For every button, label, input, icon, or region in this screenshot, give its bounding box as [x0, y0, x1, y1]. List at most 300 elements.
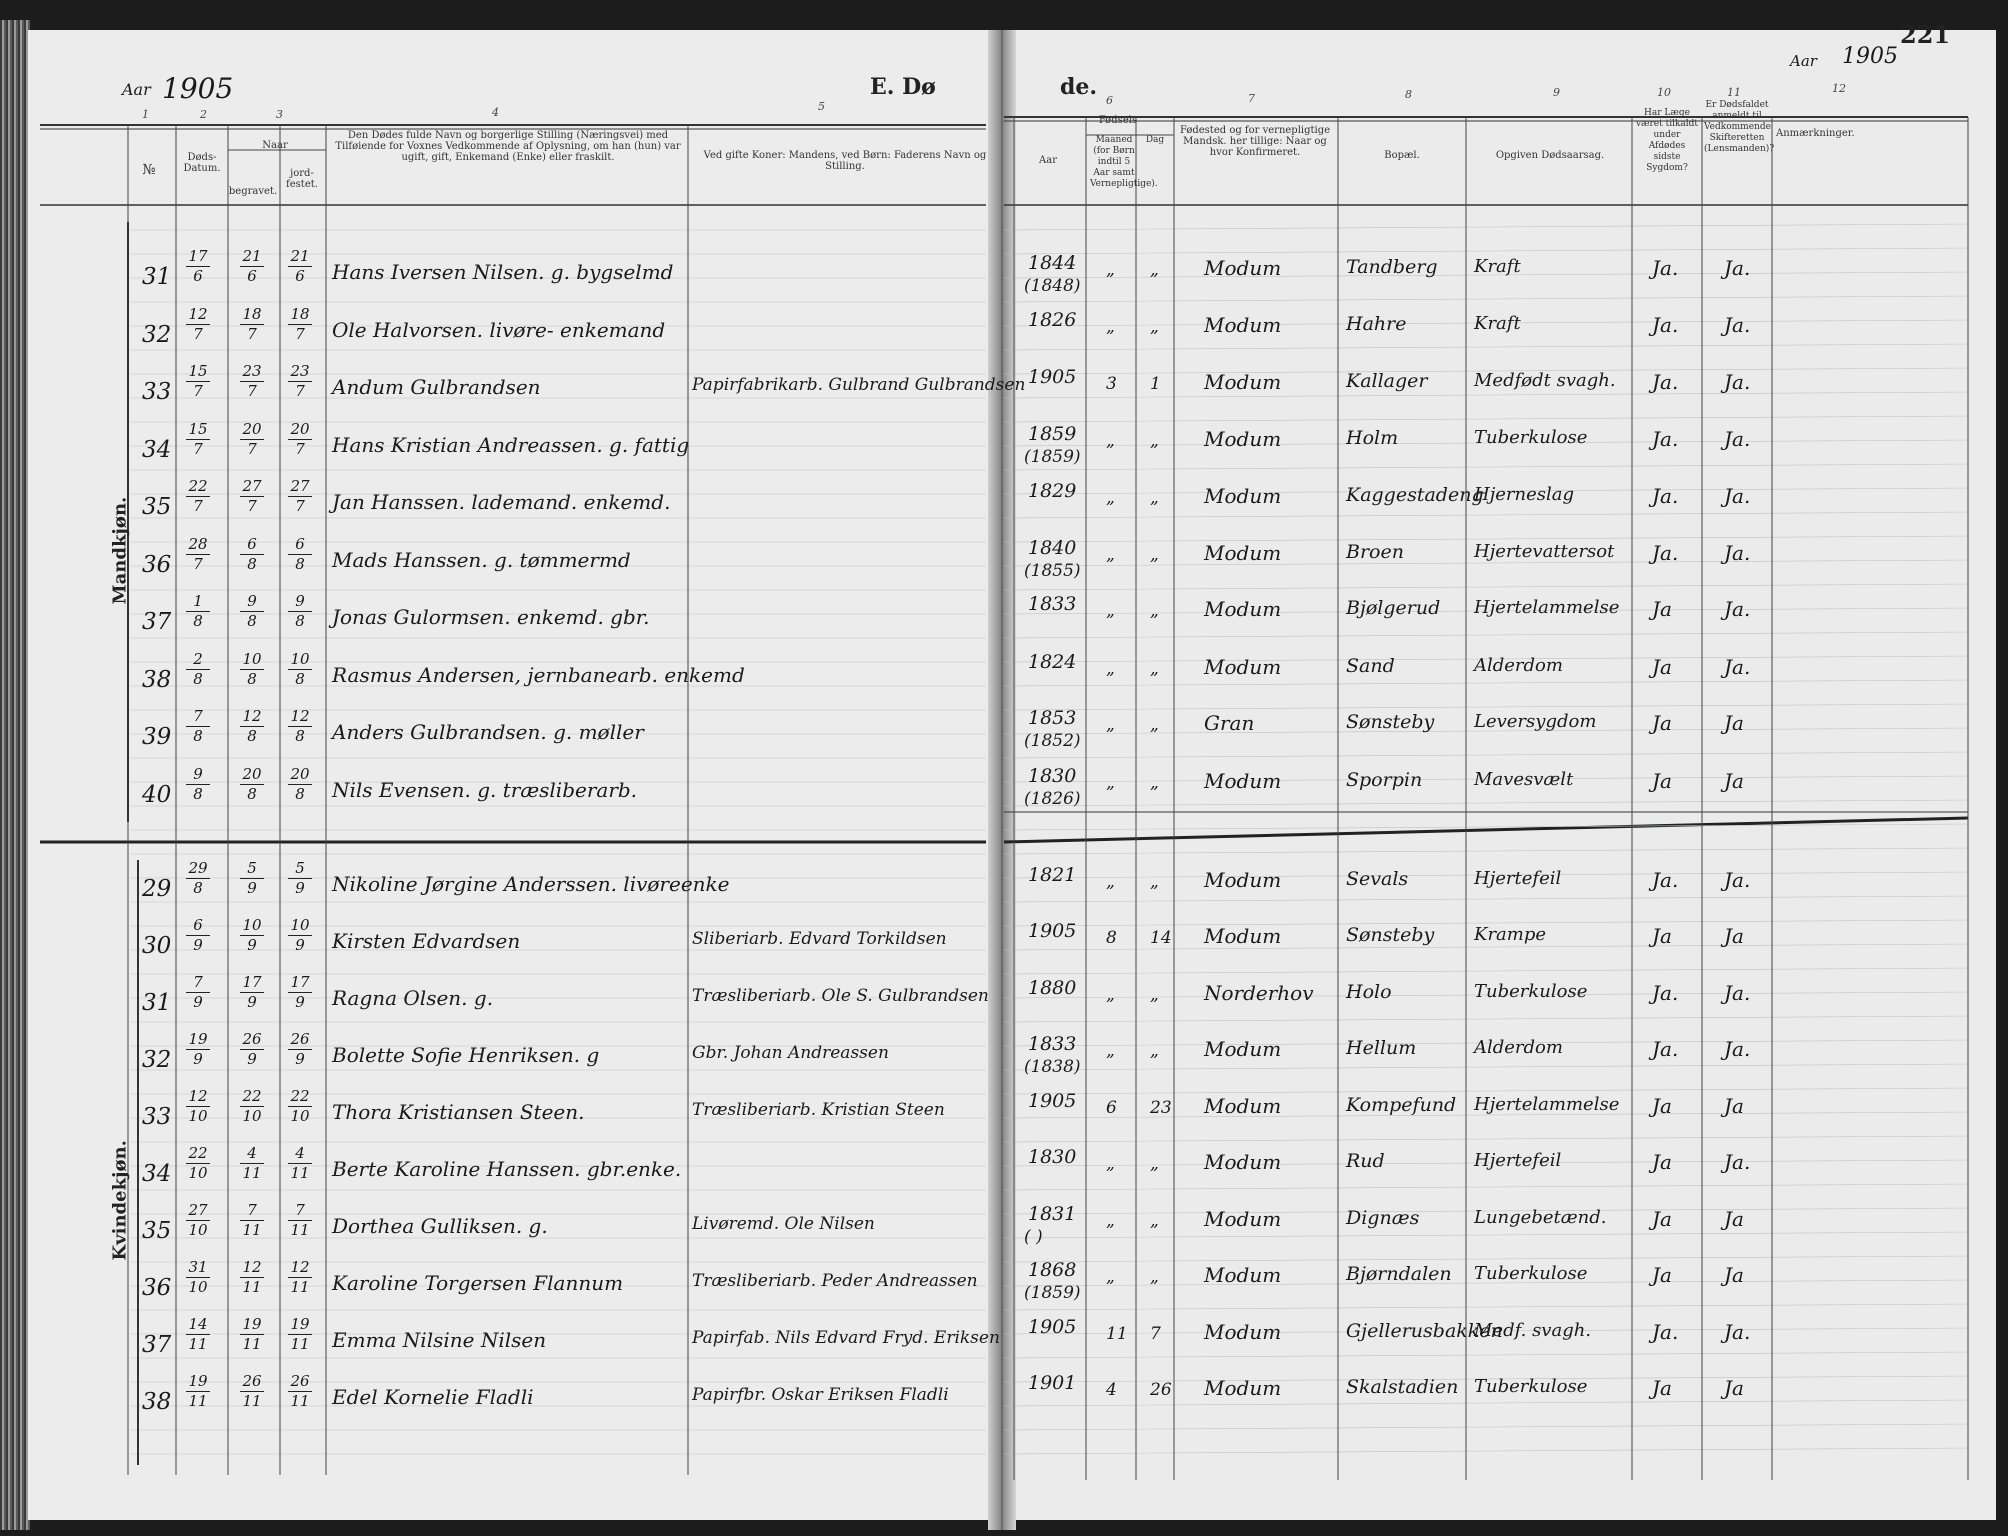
col-num-3: 3	[276, 108, 283, 121]
burial-date-day: 12	[242, 1258, 262, 1276]
doctor-called: Ja.	[1652, 256, 1679, 280]
burial-date	[240, 1259, 264, 1296]
interment-date	[288, 1031, 312, 1068]
residence: Sønsteby	[1346, 924, 1435, 946]
birth-year: 1829	[1028, 480, 1077, 502]
spouse-or-father: Livøremd. Ole Nilsen	[692, 1214, 875, 1234]
interment-date	[288, 478, 312, 515]
death-date	[186, 536, 210, 573]
death-date-day: 15	[188, 362, 208, 380]
death-reported: Ja.	[1724, 312, 1751, 337]
burial-date	[240, 1373, 264, 1410]
birth-day: „	[1150, 772, 1159, 793]
death-date-month: 8	[193, 784, 203, 803]
doctor-called: Ja	[1652, 1376, 1672, 1400]
death-date-month: 11	[188, 1392, 208, 1410]
interment-date	[288, 974, 312, 1011]
birth-month: „	[1106, 488, 1115, 508]
birth-month: 6	[1106, 1098, 1117, 1118]
ruling-line	[1004, 848, 1968, 854]
interment-date-day: 18	[290, 304, 310, 323]
interment-date	[288, 917, 312, 954]
death-date-day: 19	[188, 1030, 208, 1048]
burial-date	[240, 708, 264, 745]
death-date-day: 22	[188, 477, 208, 495]
death-date	[186, 1316, 210, 1353]
cause-of-death: Hjertelammelse	[1474, 597, 1620, 618]
burial-date-month: 8	[247, 612, 257, 630]
ruling-line	[1004, 896, 1968, 902]
interment-date-day: 22	[290, 1087, 310, 1105]
residence: Sønsteby	[1346, 711, 1435, 733]
death-reported: Ja.	[1724, 1320, 1751, 1344]
birthplace: Modum	[1204, 426, 1282, 451]
death-reported: Ja.	[1724, 868, 1751, 892]
death-date-month: 7	[193, 497, 203, 515]
birthplace: Modum	[1204, 1037, 1282, 1061]
residence: Holo	[1346, 981, 1392, 1003]
birth-day: 23	[1150, 1098, 1172, 1118]
row-number: 39	[142, 724, 172, 750]
cause-of-death: Hjertefeil	[1474, 1150, 1562, 1171]
residence: Sporpin	[1346, 768, 1423, 791]
death-date	[186, 306, 210, 343]
deceased-name: Emma Nilsine Nilsen	[332, 1328, 547, 1352]
interment-date-day: 17	[290, 973, 310, 991]
burial-date-month: 11	[242, 1221, 262, 1239]
birth-month: „	[1106, 601, 1115, 621]
interment-date-day: 9	[295, 592, 305, 610]
residence: Hahre	[1346, 312, 1407, 335]
burial-date-month: 11	[242, 1278, 262, 1296]
cause-of-death: Mavesvælt	[1474, 768, 1574, 790]
ruling-line	[1004, 296, 1968, 302]
burial-date-day: 5	[247, 859, 257, 877]
birthplace: Modum	[1204, 484, 1282, 508]
doctor-called: Ja	[1652, 1094, 1672, 1118]
row-number: 37	[142, 1332, 172, 1358]
death-date-day: 28	[188, 534, 208, 553]
row-number: 31	[142, 990, 172, 1016]
deceased-name: Hans Iversen Nilsen. g. bygselmd	[332, 260, 674, 284]
deceased-name: Rasmus Andersen, jernbanearb. enkemd	[332, 662, 745, 687]
col-num-10: 10	[1657, 86, 1671, 99]
birth-year: 1901	[1028, 1372, 1077, 1394]
cause-of-death: Alderdom	[1474, 1037, 1563, 1058]
death-date	[186, 363, 210, 400]
burial-date-day: 23	[242, 362, 262, 380]
row-number: 32	[142, 321, 172, 348]
year-left: 1905	[162, 72, 234, 105]
death-date-month: 8	[193, 879, 203, 897]
header-residence: Bopæl.	[1384, 150, 1420, 161]
burial-date-month: 9	[247, 879, 257, 897]
ruling-line	[1004, 344, 1968, 350]
interment-date	[288, 766, 312, 803]
spouse-or-father: Gbr. Johan Andreassen	[692, 1043, 889, 1063]
doctor-called: Ja	[1652, 597, 1672, 621]
birth-day: 26	[1150, 1380, 1172, 1400]
burial-date	[240, 974, 264, 1011]
doctor-called: Ja	[1652, 924, 1672, 948]
header-birth: Fødsels	[1098, 115, 1138, 126]
burial-date-month: 8	[247, 554, 257, 573]
cause-of-death: Tuberkulose	[1474, 426, 1588, 448]
birth-year: 1844	[1028, 252, 1077, 274]
birth-day: „	[1150, 715, 1159, 735]
birth-day: „	[1150, 601, 1159, 621]
interment-date-day: 20	[290, 419, 310, 438]
interment-date-day: 26	[290, 1030, 310, 1048]
interment-date-day: 4	[295, 1144, 305, 1162]
interment-date-day: 10	[290, 916, 310, 934]
interment-date-month: 8	[295, 784, 305, 803]
birthplace: Gran	[1204, 711, 1255, 735]
row-number: 35	[142, 1218, 172, 1244]
cause-of-death: Tuberkulose	[1474, 1263, 1588, 1284]
row-number: 29	[142, 876, 172, 902]
header-month: Maaned (for Børn indtil 5 Aar samt Vernepligtige).	[1090, 135, 1158, 189]
birth-month: 3	[1106, 374, 1117, 394]
ruling-line	[1004, 464, 1968, 470]
birthplace: Modum	[1204, 924, 1282, 948]
interment-date-month: 10	[290, 1107, 310, 1125]
birth-day: 1	[1150, 374, 1161, 394]
birth-month: „	[1106, 985, 1115, 1005]
interment-date-month: 8	[295, 727, 305, 745]
ruling-line	[1004, 1304, 1968, 1310]
doctor-called: Ja.	[1652, 370, 1679, 394]
death-reported: Ja.	[1724, 540, 1751, 565]
header-cause: Opgiven Dødsaarsag.	[1495, 150, 1605, 161]
birth-day: „	[1150, 430, 1159, 451]
header-nr: №	[142, 162, 156, 178]
birth-month: „	[1106, 544, 1115, 565]
birthplace: Modum	[1204, 654, 1282, 679]
interment-date	[288, 651, 312, 688]
birth-year: 1905	[1028, 1090, 1077, 1112]
col-num-12: 12	[1832, 82, 1846, 95]
death-reported: Ja	[1724, 768, 1744, 793]
birth-year-alt: (1852)	[1024, 731, 1081, 751]
cause-of-death: Hjerneslag	[1474, 484, 1575, 505]
doctor-called: Ja	[1652, 1263, 1672, 1287]
birth-day: „	[1150, 260, 1159, 280]
cause-of-death: Hjertelammelse	[1474, 1094, 1620, 1115]
death-date	[186, 860, 210, 897]
burial-date-day: 6	[247, 534, 257, 553]
burial-date	[240, 306, 264, 343]
residence: Sand	[1346, 654, 1395, 677]
row-number: 36	[142, 551, 172, 578]
birth-year: 1853	[1028, 707, 1077, 729]
deceased-name: Nikoline Jørgine Anderssen. livøreenke	[332, 872, 730, 896]
death-reported: Ja.	[1724, 597, 1751, 621]
ruling-line	[1004, 1184, 1968, 1190]
burial-date	[240, 1031, 264, 1068]
row-number: 40	[142, 781, 172, 808]
row-number: 37	[142, 609, 172, 635]
deceased-name: Edel Kornelie Fladli	[332, 1385, 534, 1409]
interment-date-month: 11	[290, 1335, 310, 1353]
ruling-line	[1004, 800, 1968, 806]
birth-month: „	[1106, 715, 1115, 735]
col-num-9: 9	[1553, 86, 1560, 99]
burial-date-day: 9	[247, 592, 257, 610]
spouse-or-father: Træsliberiarb. Ole S. Gulbrandsen	[692, 986, 989, 1006]
death-date-month: 10	[188, 1221, 208, 1239]
death-date-day: 12	[188, 1087, 208, 1105]
section-title-right: de.	[1060, 74, 1098, 100]
header-spouse: Ved gifte Koner: Mandens, ved Børn: Faderens Navn og Stilling.	[703, 150, 987, 172]
ruling-line	[1004, 1136, 1968, 1142]
ruling-line	[1004, 1256, 1968, 1262]
death-date-month: 8	[193, 669, 203, 688]
burial-date-day: 7	[247, 1201, 257, 1219]
burial-date-day: 12	[242, 707, 262, 725]
birth-day: „	[1150, 1267, 1159, 1287]
year-label-left: Aar	[122, 80, 151, 99]
burial-date-day: 20	[242, 764, 262, 783]
birth-month: 11	[1106, 1324, 1128, 1344]
birth-day: 14	[1150, 928, 1172, 948]
burial-date-month: 9	[247, 1050, 257, 1068]
death-date	[186, 917, 210, 954]
birth-year-alt: (1826)	[1024, 788, 1081, 809]
interment-date-day: 12	[290, 707, 310, 725]
doctor-called: Ja.	[1652, 981, 1679, 1005]
birthplace: Modum	[1204, 1207, 1282, 1231]
deceased-name: Thora Kristiansen Steen.	[332, 1100, 585, 1124]
interment-date-day: 6	[295, 534, 305, 553]
ruling-line	[1004, 1400, 1968, 1406]
burial-date-month: 11	[242, 1164, 262, 1182]
interment-date-month: 7	[295, 439, 305, 458]
death-date	[186, 974, 210, 1011]
birthplace: Modum	[1204, 868, 1282, 892]
death-date	[186, 478, 210, 515]
doctor-called: Ja	[1652, 768, 1672, 793]
death-date-month: 7	[193, 439, 203, 458]
doctor-called: Ja.	[1652, 312, 1679, 337]
deceased-name: Berte Karoline Hanssen. gbr.enke.	[332, 1157, 682, 1181]
birth-year-alt: ( )	[1024, 1227, 1043, 1247]
burial-date	[240, 1145, 264, 1182]
interment-date-month: 6	[295, 267, 305, 285]
residence: Holm	[1346, 426, 1399, 449]
birth-year: 1821	[1028, 864, 1077, 886]
spouse-or-father: Papirfabrikarb. Gulbrand Gulbrandsen	[692, 375, 1026, 395]
interment-date-month: 8	[295, 554, 305, 573]
spouse-or-father: Papirfbr. Oskar Eriksen Fladli	[692, 1385, 949, 1405]
birth-year: 1830	[1028, 1146, 1077, 1168]
burial-date-day: 26	[242, 1372, 262, 1390]
burial-date	[240, 363, 264, 400]
cause-of-death: Medf. svagh.	[1474, 1320, 1592, 1341]
col-num-4: 4	[492, 106, 499, 119]
cause-of-death: Tuberkulose	[1474, 981, 1588, 1002]
birth-month: „	[1106, 430, 1115, 451]
deceased-name: Bolette Sofie Henriksen. g	[332, 1043, 600, 1067]
interment-date-day: 20	[290, 764, 310, 783]
birth-year: 1831	[1028, 1203, 1077, 1225]
burial-date-day: 19	[242, 1315, 262, 1333]
header-day: Dag	[1145, 135, 1165, 145]
birthplace: Modum	[1204, 370, 1282, 394]
residence: Kaggestadeng	[1346, 484, 1484, 506]
death-date-day: 7	[193, 707, 203, 725]
death-date	[186, 1088, 210, 1125]
death-date-day: 22	[188, 1144, 208, 1162]
cause-of-death: Kraft	[1474, 312, 1521, 334]
burial-date	[240, 478, 264, 515]
ruling-line	[1004, 1424, 1968, 1430]
header-when: Naar	[262, 140, 288, 151]
burial-date	[240, 421, 264, 458]
doctor-called: Ja	[1652, 654, 1672, 679]
burial-date	[240, 536, 264, 573]
birth-month: „	[1106, 1041, 1115, 1061]
interment-date	[288, 421, 312, 458]
death-reported: Ja.	[1724, 370, 1751, 394]
ruling-line	[1004, 632, 1968, 638]
ruling-line	[1004, 512, 1968, 518]
interment-date	[288, 306, 312, 343]
ruling-line	[1004, 704, 1968, 710]
doctor-called: Ja.	[1652, 426, 1679, 451]
ruling-line	[1004, 1016, 1968, 1022]
residence: Kompefund	[1346, 1094, 1457, 1116]
birth-month: „	[1106, 1211, 1115, 1231]
birth-day: 7	[1150, 1324, 1161, 1344]
death-date-month: 9	[193, 936, 203, 954]
death-date-month: 11	[188, 1335, 208, 1353]
interment-date	[288, 1259, 312, 1296]
row-number: 38	[142, 666, 172, 693]
birth-year: 1905	[1028, 366, 1077, 388]
death-date-day: 17	[188, 247, 208, 265]
residence: Gjellerusbakken	[1346, 1320, 1503, 1342]
interment-date-day: 23	[290, 362, 310, 380]
interment-date-day: 26	[290, 1372, 310, 1390]
deceased-name: Jonas Gulormsen. enkemd. gbr.	[332, 605, 650, 629]
residence: Sevals	[1346, 868, 1409, 890]
interment-date-day: 27	[290, 477, 310, 495]
birth-year-alt: (1859)	[1024, 1283, 1081, 1303]
interment-date-month: 7	[295, 324, 305, 343]
cause-of-death: Tuberkulose	[1474, 1376, 1588, 1397]
death-reported: Ja.	[1724, 981, 1751, 1005]
birthplace: Modum	[1204, 1376, 1282, 1400]
birthplace: Modum	[1204, 1150, 1282, 1174]
death-date-month: 9	[193, 993, 203, 1011]
death-date	[186, 1202, 210, 1239]
death-date-day: 27	[188, 1201, 208, 1219]
burial-date	[240, 651, 264, 688]
birthplace: Modum	[1204, 597, 1282, 621]
birth-month: „	[1106, 1154, 1115, 1174]
ruling-line	[1004, 1232, 1968, 1238]
burial-date	[240, 1316, 264, 1353]
deceased-name: Karoline Torgersen Flannum	[332, 1271, 624, 1295]
cause-of-death: Medfødt svagh.	[1474, 370, 1616, 391]
row-number: 32	[142, 1047, 172, 1073]
birth-day: „	[1150, 1154, 1159, 1174]
header-name: Den Dødes fulde Navn og borgerlige Stilling (Næringsvei) med Tilføiende for Voxnes Vedkommende af Oplysning, om han (hun) var ugift, gift, Enkemand (Enke) eller fraskilt.	[335, 130, 681, 163]
birthplace: Norderhov	[1204, 981, 1314, 1005]
col-num-7: 7	[1248, 92, 1255, 105]
ruling-line	[1004, 584, 1968, 590]
interment-date-month: 11	[290, 1164, 310, 1182]
birth-year-alt: (1848)	[1024, 276, 1081, 296]
burial-date-month: 7	[247, 324, 257, 343]
burial-date-month: 11	[242, 1392, 262, 1410]
residence: Tandberg	[1346, 256, 1438, 278]
ruling-line	[1004, 1448, 1968, 1454]
deceased-name: Nils Evensen. g. træsliberarb.	[332, 777, 638, 802]
birth-day: „	[1150, 872, 1159, 892]
birth-month: 8	[1106, 928, 1117, 948]
burial-date	[240, 1088, 264, 1125]
burial-date	[240, 860, 264, 897]
burial-date	[240, 917, 264, 954]
birth-year: 1905	[1028, 1316, 1077, 1338]
birth-day: „	[1150, 985, 1159, 1005]
birth-year-alt: (1838)	[1024, 1057, 1081, 1077]
birth-year-alt: (1855)	[1024, 560, 1081, 581]
residence: Kallager	[1346, 370, 1428, 392]
ruling-line	[1004, 1352, 1968, 1358]
residence: Rud	[1346, 1150, 1385, 1172]
interment-date-month: 7	[295, 382, 305, 400]
ruling-line	[1004, 1064, 1968, 1070]
death-date-day: 7	[193, 973, 203, 991]
year-right: 1905	[1842, 44, 1898, 69]
death-date	[186, 1259, 210, 1296]
spouse-or-father: Træsliberiarb. Peder Andreassen	[692, 1271, 978, 1291]
burial-date-month: 8	[247, 727, 257, 745]
interment-date-day: 5	[295, 859, 305, 877]
burial-date-month: 9	[247, 993, 257, 1011]
death-date-month: 8	[193, 727, 203, 745]
death-date-day: 15	[188, 419, 208, 438]
ruling-line	[1004, 416, 1968, 422]
interment-date-day: 19	[290, 1315, 310, 1333]
death-date-day: 1	[193, 592, 203, 610]
residence: Dignæs	[1346, 1207, 1420, 1229]
interment-date	[288, 593, 312, 630]
death-date	[186, 421, 210, 458]
death-date-day: 2	[193, 649, 203, 668]
doctor-called: Ja.	[1652, 1320, 1679, 1344]
ruling-line	[1004, 392, 1968, 398]
burial-date-day: 18	[242, 304, 262, 323]
death-date	[186, 708, 210, 745]
spouse-or-father: Træsliberiarb. Kristian Steen	[692, 1100, 945, 1120]
death-reported: Ja.	[1724, 256, 1751, 280]
row-number: 35	[142, 494, 172, 520]
death-reported: Ja	[1724, 711, 1744, 735]
deceased-name: Anders Gulbrandsen. g. møller	[332, 720, 644, 744]
birth-month: „	[1106, 772, 1115, 793]
cause-of-death: Krampe	[1474, 924, 1547, 945]
death-date-day: 19	[188, 1372, 208, 1390]
interment-date-month: 9	[295, 1050, 305, 1068]
doctor-called: Ja	[1652, 711, 1672, 735]
interment-date-day: 12	[290, 1258, 310, 1276]
section-title-left: E. Dø	[870, 74, 936, 100]
burial-date-month: 7	[247, 382, 257, 400]
